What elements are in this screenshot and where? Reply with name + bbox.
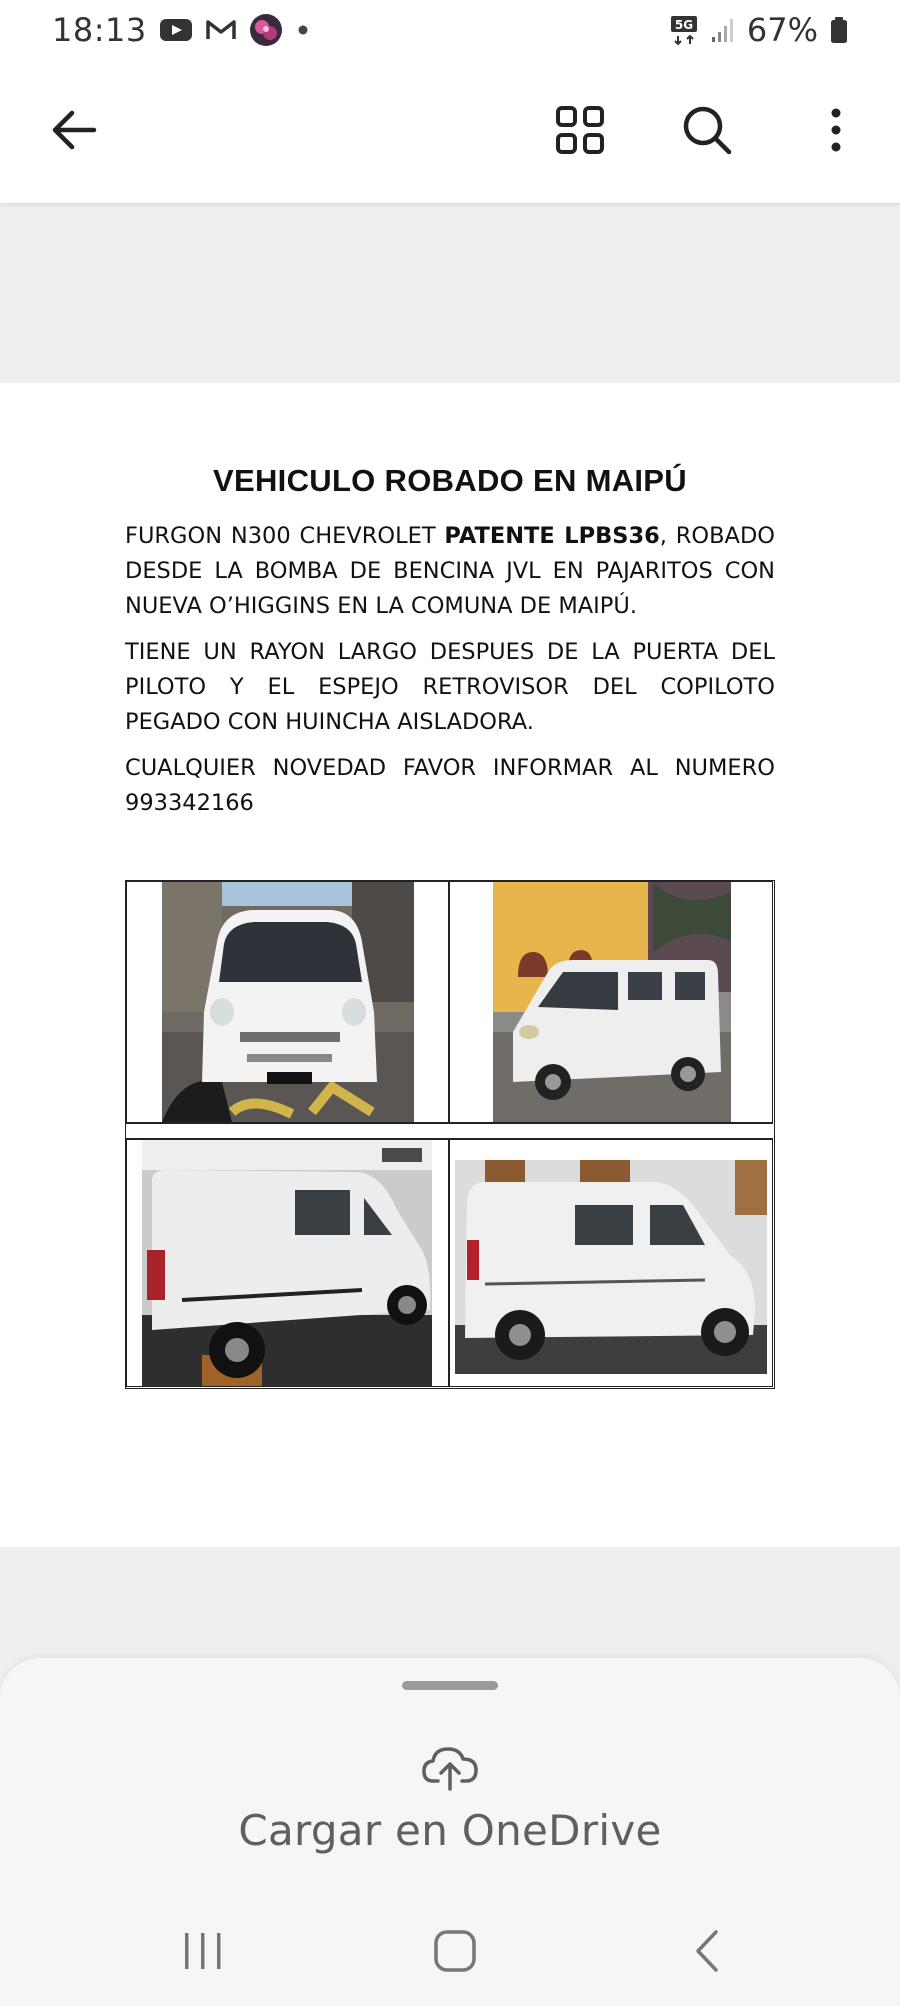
svg-text:5G: 5G	[674, 18, 693, 32]
battery-percent: 67%	[746, 11, 818, 49]
table-cell	[126, 1139, 449, 1387]
recent-apps-button[interactable]	[168, 1920, 238, 1986]
gmail-icon	[205, 18, 237, 42]
grid-view-icon	[555, 105, 605, 160]
app-bar	[0, 60, 900, 203]
clock: 18:13	[52, 11, 147, 49]
cloud-upload-icon[interactable]	[420, 1743, 480, 1793]
home-button[interactable]	[420, 1920, 490, 1986]
van-front-photo	[162, 882, 414, 1122]
table-divider	[126, 1123, 773, 1139]
avatar-icon	[249, 13, 283, 47]
back-button[interactable]	[42, 100, 106, 164]
home-icon	[433, 1929, 477, 1978]
upload-onedrive-button[interactable]: Cargar en OneDrive	[238, 1806, 662, 1855]
sheet-drag-handle[interactable]	[402, 1681, 498, 1690]
arrow-left-icon	[50, 108, 98, 157]
battery-icon	[830, 16, 848, 44]
van-rear-side-garage-photo	[142, 1140, 432, 1386]
damage-paragraph: TIENE UN RAYON LARGO DESPUES DE LA PUERTA DEL PILOTO Y EL ESPEJO RETROVISOR DEL COPILOTO PEGADO CON HUINCHA AISLADORA.	[125, 639, 775, 735]
notification-dot-icon	[295, 22, 311, 38]
van-side-yellow-building-photo	[493, 882, 731, 1122]
back-chevron-icon	[692, 1928, 722, 1979]
signal-icon	[711, 17, 735, 43]
grid-view-button[interactable]	[548, 100, 612, 164]
document-page[interactable]	[0, 383, 900, 1547]
theft-location-text: , ROBADO DESDE LA BOMBA DE BENCINA JVL EN PAJARITOS CON NUEVA O’HIGGINS EN LA COMUNA DE MAIPÚ.	[125, 523, 775, 619]
status-bar	[0, 0, 900, 60]
van-side-street-photo	[455, 1160, 767, 1374]
table-cell	[126, 881, 449, 1123]
license-plate-text: PATENTE LPBS36	[444, 523, 660, 549]
youtube-icon	[159, 18, 193, 42]
nav-back-button[interactable]	[672, 1920, 742, 1986]
network-5g-icon	[669, 14, 699, 46]
search-icon	[681, 104, 733, 161]
contact-paragraph: CUALQUIER NOVEDAD FAVOR INFORMAR AL NUMERO 993342166	[125, 755, 775, 816]
description-paragraph	[125, 519, 775, 624]
more-vertical-icon	[829, 107, 843, 158]
more-options-button[interactable]	[804, 100, 868, 164]
navigation-bar	[0, 1900, 900, 2006]
vehicle-model-text: FURGON N300 CHEVROLET	[125, 523, 445, 549]
table-cell	[449, 1139, 773, 1387]
photo-table	[125, 880, 775, 1389]
recent-apps-icon	[181, 1931, 225, 1976]
document-title: VEHICULO ROBADO EN MAIPÚ	[213, 463, 687, 498]
search-button[interactable]	[675, 100, 739, 164]
table-cell	[449, 881, 773, 1123]
